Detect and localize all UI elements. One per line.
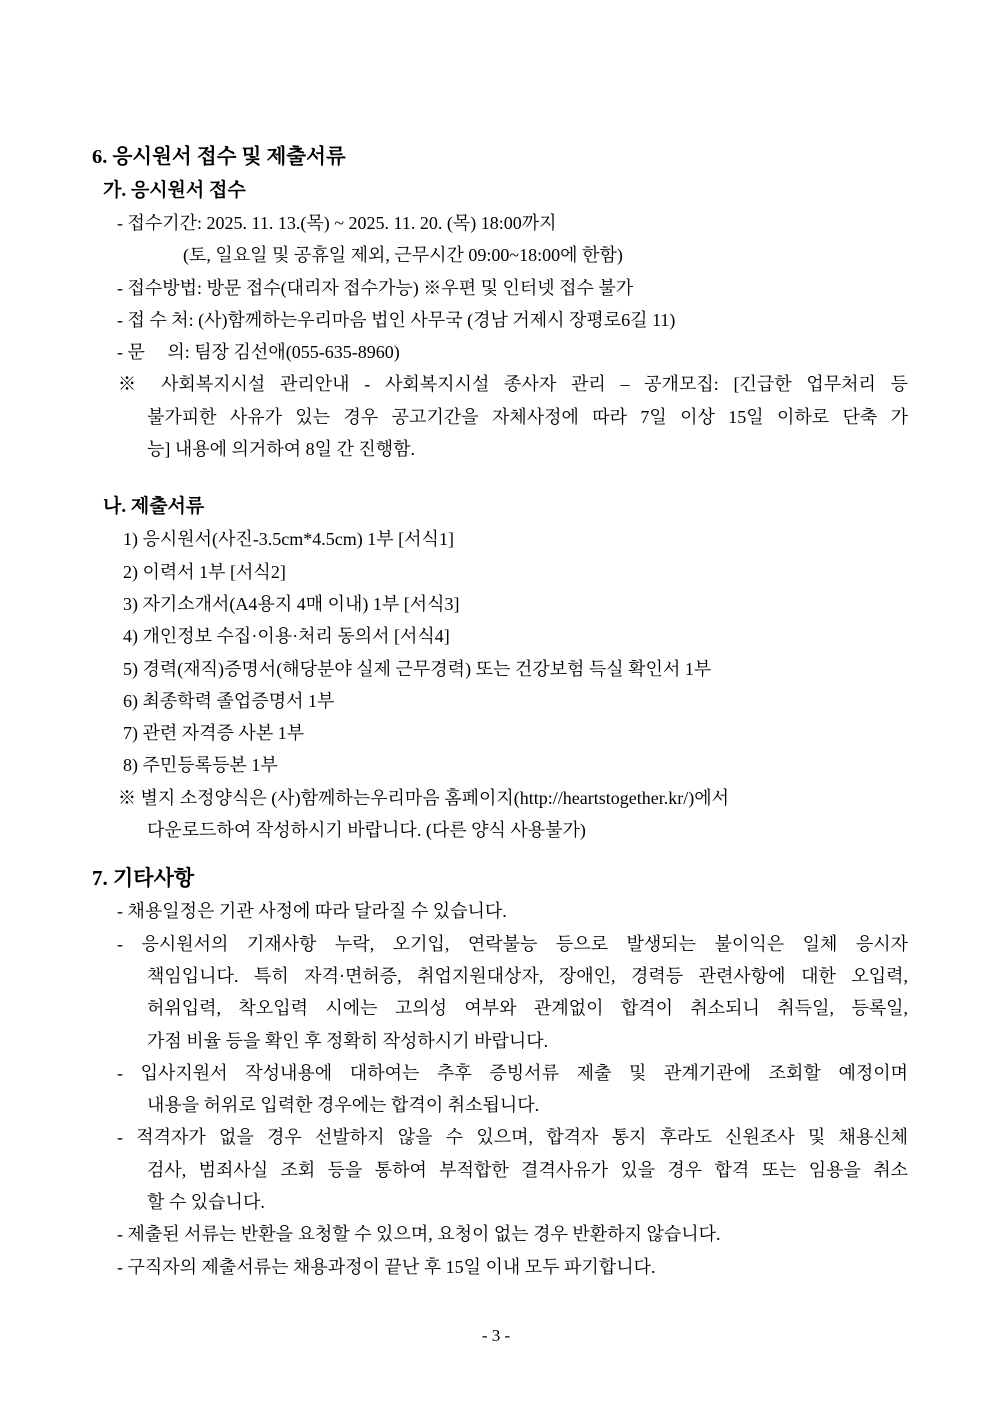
line-reception-method: - 접수방법: 방문 접수(대리자 접수가능) ※우편 및 인터넷 접수 불가 xyxy=(117,277,634,298)
subsection-b-heading: 나. 제출서류 xyxy=(103,496,205,518)
submission-item-1: 1) 응시원서(사진-3.5cm*4.5cm) 1부 [서식1] xyxy=(123,529,454,550)
line-reception-period-note: (토, 일요일 및 공휴일 제외, 근무시간 09:00~18:00에 한함) xyxy=(183,245,623,266)
submission-item-4: 4) 개인정보 수집·이용·처리 동의서 [서식4] xyxy=(123,626,450,647)
submission-item-5: 5) 경력(재직)증명서(해당분야 실제 근무경력) 또는 건강보험 득실 확인서 1부 xyxy=(123,658,712,679)
note-facility-guide-line3: 능] 내용에 의거하여 8일 간 진행함. xyxy=(147,439,416,460)
etc-item-responsibility-line2: 책임입니다. 특히 자격·면허증, 취업지원대상자, 장애인, 경력등 관련사항에 대한 오입력, xyxy=(147,965,908,986)
line-reception-period: - 접수기간: 2025. 11. 13.(목) ~ 2025. 11. 20. (목) 18:00까지 xyxy=(117,213,557,233)
etc-item-disqualification-line1: - 적격자가 없을 경우 선발하지 않을 수 있으며, 합격자 통지 후라도 신원조사 및 채용신체 xyxy=(117,1127,908,1148)
submission-item-6: 6) 최종학력 졸업증명서 1부 xyxy=(123,690,335,711)
section7-heading: 7. 기타사항 xyxy=(92,866,195,891)
submission-item-3: 3) 자기소개서(A4용지 4매 이내) 1부 [서식3] xyxy=(123,593,460,614)
note-form-download-line2: 다운로드하여 작성하시기 바랍니다. (다른 양식 사용불가) xyxy=(147,820,586,841)
section6-heading: 6. 응시원서 접수 및 제출서류 xyxy=(92,146,346,168)
page-number: - 3 - xyxy=(481,1326,511,1345)
etc-item-verification-line1: - 입사지원서 작성내용에 대하여는 추후 증빙서류 제출 및 관계기관에 조회할 예정이며 xyxy=(117,1062,908,1083)
line-inquiry-contact: - 문 의: 팀장 김선애(055-635-8960) xyxy=(117,342,400,363)
submission-item-2: 2) 이력서 1부 [서식2] xyxy=(123,561,286,582)
note-facility-guide-line1: ※ 사회복지시설 관리안내 - 사회복지시설 종사자 관리 – 공개모집: [긴급한 업무처리 등 xyxy=(118,374,908,395)
line-reception-place: - 접 수 처: (사)함께하는우리마음 법인 사무국 (경남 거제시 장평로6길 11) xyxy=(117,309,676,330)
etc-item-responsibility-line4: 가점 비율 등을 확인 후 정확히 작성하시기 바랍니다. xyxy=(147,1030,549,1051)
etc-item-destruction-policy: - 구직자의 제출서류는 채용과정이 끝난 후 15일 이내 모두 파기합니다. xyxy=(117,1256,656,1277)
submission-item-7: 7) 관련 자격증 사본 1부 xyxy=(123,723,305,744)
etc-item-responsibility-line3: 허위입력, 착오입력 시에는 고의성 여부와 관계없이 합격이 취소되니 취득일, 등록일, xyxy=(147,998,908,1019)
etc-item-disqualification-line2: 검사, 범죄사실 조회 등을 통하여 부적합한 결격사유가 있을 경우 합격 또는 임용을 취소 xyxy=(147,1159,908,1180)
etc-item-responsibility-line1: - 응시원서의 기재사항 누락, 오기입, 연락불능 등으로 발생되는 불이익은 일체 응시자 xyxy=(117,933,908,954)
etc-item-disqualification-line3: 할 수 있습니다. xyxy=(147,1192,265,1213)
etc-item-verification-line2: 내용을 허위로 입력한 경우에는 합격이 취소됩니다. xyxy=(147,1095,540,1116)
note-form-download-line1: ※ 별지 소정양식은 (사)함께하는우리마음 홈페이지(http://heartstogether.kr/)에서 xyxy=(118,787,729,808)
submission-item-8: 8) 주민등록등본 1부 xyxy=(123,755,278,776)
etc-item-schedule: - 채용일정은 기관 사정에 따라 달라질 수 있습니다. xyxy=(117,901,507,922)
etc-item-return-policy: - 제출된 서류는 반환을 요청할 수 있으며, 요청이 없는 경우 반환하지 않습니다. xyxy=(117,1224,721,1245)
note-facility-guide-line2: 불가피한 사유가 있는 경우 공고기간을 자체사정에 따라 7일 이상 15일 이하로 단축 가 xyxy=(147,406,908,427)
subsection-a-heading: 가. 응시원서 접수 xyxy=(103,180,246,201)
